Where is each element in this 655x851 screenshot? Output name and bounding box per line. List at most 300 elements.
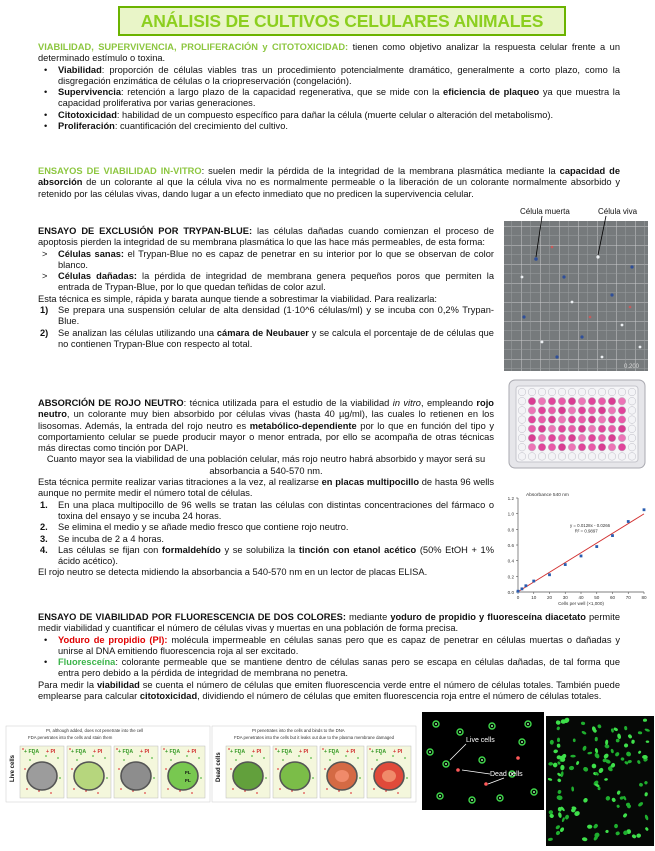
x-tick-label: 0 [516,595,520,600]
step-number: 2. [40,522,48,533]
green-cell [617,733,622,739]
procedure-steps [38,500,494,568]
paragraph-text: , empleando [420,398,477,408]
section-heading: ENSAYO DE VIABILIDAD POR FLUORESCENCIA DE DOS COLORES: [38,612,346,622]
section-intro [38,42,620,65]
dye-dot [144,792,146,794]
live-cell-core [471,799,473,801]
paragraph-text: , un colorante muy bien absorbido por células vivas (hasta 40 µg/ml), las cuales lo retienen en los lisosomas. Además, la entrada del rojo neutro es [38,409,494,431]
dye-dot [57,757,59,759]
plate-well [518,453,526,461]
dye-dot [324,768,326,770]
term: metabólico-dependiente [249,420,357,431]
dye-dot [251,755,253,757]
paragraph [38,612,620,635]
green-cell [560,765,565,771]
plate-well [528,407,536,415]
x-tick-label: 60 [609,595,616,600]
plate-well [558,434,566,442]
plate-well [578,434,586,442]
live-cells-label: Live cells [466,737,495,744]
plate-well [538,397,546,405]
plate-well [538,425,546,433]
paragraph-text: mediante [345,612,391,622]
live-cell-core [445,763,447,765]
step-number: 1. [40,499,48,510]
plate-well [588,453,596,461]
dye-dot [198,757,200,759]
plate-well [548,443,556,451]
plate-well [528,388,536,396]
section-heading: ENSAYOS DE VIABILIDAD IN-VITRO [38,166,202,176]
dye-dot [104,757,106,759]
plate-well [538,453,546,461]
fluorescence-micrograph [422,712,544,810]
dye-dot [230,768,232,770]
green-cell [557,778,562,783]
plate-well [518,443,526,451]
green-cell [582,797,588,803]
green-cells-micrograph-svg [546,716,654,846]
x-tick-label: 20 [546,595,553,600]
paragraph-text: de hasta 96 wells aunque no permite medir el número total de células. [38,477,495,499]
green-cell [557,738,560,743]
section-viability-overview [38,42,620,132]
green-cell [569,766,575,771]
plate-well [518,407,526,415]
term: Fluoresceína [58,657,116,668]
green-cell [576,761,580,766]
plate-well [538,443,546,451]
plate-well [628,434,636,442]
plate-well [608,443,616,451]
dye-dot [371,768,373,770]
diagram-side-label: Dead cells [216,752,222,782]
live-cell-core [435,723,437,725]
term: formaldehído [161,544,221,555]
dye-dot [92,755,94,757]
plate-well [608,425,616,433]
plate-well [588,434,596,442]
dye-dot [73,788,75,790]
green-cell [639,782,644,787]
list-item [38,271,494,294]
definition-list [38,65,620,133]
cell-type-list [38,249,494,294]
plate-well [598,443,606,451]
green-cell [638,731,643,734]
live-cell-core [429,751,431,753]
green-cell [591,763,597,769]
cell-shape [168,762,198,790]
dead-cells-arrow [488,778,504,784]
x-tick-label: 50 [594,595,600,600]
dye-dot [263,757,265,759]
plate-well [628,443,636,451]
plate-well [568,434,576,442]
dye-dot [350,792,352,794]
green-cell [560,771,564,777]
plate-well [618,397,626,405]
plate-well [608,407,616,415]
term: eficiencia de plaqueo [443,87,540,98]
plate-well [588,397,596,405]
green-cell [637,760,641,765]
plate-well [568,416,576,424]
green-cell [557,789,562,794]
plate-well [598,397,606,405]
data-point [643,508,646,511]
step-number: 3. [40,533,48,544]
definition: : retención a largo plazo de la capacidad regenerativa, que se mide con la [121,87,444,98]
plate-well [598,425,606,433]
green-cell [616,804,620,808]
paragraph-text: Esta técnica permite realizar varias titraciones a la vez, al realizarse [38,477,322,488]
step-number: 4. [40,544,48,555]
dye-dot [298,755,300,757]
list-item [38,249,494,272]
x-tick-label: 40 [578,595,584,600]
plate-well [548,416,556,424]
micrograph-scale-text: 0.200 [624,364,640,370]
green-cells-micrograph [546,716,654,846]
green-cell [615,831,620,836]
dye-dot [279,788,281,790]
paragraph-text: Para medir la [38,679,97,690]
absorbance-chart [494,488,652,606]
y-tick-label: 0.2 [507,574,514,580]
green-cell [553,749,558,753]
live-cell-core [491,725,493,727]
paragraph-text: , dividiendo el número de células que emiten fluorescencia roja entre el número de células totales. [197,691,602,702]
list-item [38,500,494,523]
green-cell [643,719,647,722]
term: Citotoxicidad [58,109,117,120]
dye-dot [310,757,312,759]
plate-well [528,397,536,405]
dye-dot [191,792,193,794]
definition: : proporción de células viables tras un procedimiento potencialmente dramático, generalmente a corto plazo, como la disgregación enzimática de células o la criopreservación (congelación). [58,64,620,86]
green-cell [627,734,632,740]
data-point [611,534,614,537]
green-cell [605,830,609,834]
step-text: En una placa multipocillo de 96 wells se tratan las células con distintas concentraciones del fármaco o toxina del ensayo y se incuba 24 horas. [58,499,494,521]
plate-well [608,388,616,396]
plate-well [618,416,626,424]
green-cell [573,738,576,742]
plate-well [558,425,566,433]
paragraph-text: de un colorante al que la célula viva no es normalmente permeable o la liberación de un colorante normalmente absorbido y retenido por las células vivas, dando lugar a un efecto inmediato que no predicen la supervivencia celular. [38,177,620,199]
plate-well [578,453,586,461]
green-cell [555,824,561,830]
plate-well [558,397,566,405]
y-tick-label: 0.0 [507,590,514,595]
dye-dot [120,788,122,790]
step-text: (50% EtOH + 1% ácido acético). [58,544,494,567]
green-cell [548,837,553,841]
x-tick-label: 80 [641,595,647,600]
dye-dot [123,759,125,761]
dye-dot [26,788,28,790]
green-cell [594,752,601,759]
dye-dot [326,788,328,790]
paragraph-text: Esta técnica es simple, rápida y barata aunque tiende a sobrestimar la viabilidad. Para realizarla: [38,293,437,304]
dye-dot [232,788,234,790]
plate-well [618,425,626,433]
plate-well [618,407,626,415]
green-cell [622,813,628,819]
dye-dot [153,777,155,779]
step-text: Se analizan las células utilizando una [58,327,217,338]
pi-label: + PI [346,749,356,755]
plate-well [568,407,576,415]
plate-well [628,425,636,433]
plate-well [528,416,536,424]
dye-list [38,635,620,680]
dye-dot [373,788,375,790]
green-cell [616,739,620,743]
cell-shape [233,762,263,790]
dye-dot [29,759,31,761]
live-cell-core [533,791,535,793]
diagram-side-label: Live cells [10,754,16,782]
plate-well [518,397,526,405]
centered-note: Cuanto mayor sea la viabilidad de una población celular, más rojo neutro habrá absorbido y mayor será su absorbancia a 540-570 nm. [46,454,486,476]
cell-shape [121,762,151,790]
section-two-color-fluorescence [38,612,620,702]
multiwell-plate-figure [508,378,646,470]
fl-label: FL [185,771,191,776]
dye-dot [59,777,61,779]
dye-dot [282,759,284,761]
dye-dot [97,792,99,794]
dead-cell-dot [484,782,488,786]
cell-shape [74,762,104,790]
green-cell [614,824,618,829]
dye-dot [392,755,394,757]
plate-well [618,388,626,396]
x-tick-label: 10 [531,595,537,600]
fda-label: + FDA [24,749,40,755]
plate-well [538,388,546,396]
green-cell [637,801,644,807]
definition: : cuantificación del crecimiento del cultivo. [114,121,288,132]
cell-shape [280,762,310,790]
dye-dot [359,777,361,779]
y-tick-label: 0.4 [507,558,514,564]
plate-well [598,453,606,461]
plate-well [538,416,546,424]
dye-dot [167,788,169,790]
fda-pi-diagram-svg [4,724,418,804]
paragraph [38,398,494,454]
list-item [38,110,620,121]
dye-dot [277,768,279,770]
term: Supervivencia [58,87,122,98]
dead-cells-arrow [462,770,490,774]
green-cell [636,833,642,838]
green-cell [552,762,558,768]
dye-dot [345,755,347,757]
live-cell-core [527,723,529,725]
plate-well [518,388,526,396]
plate-well [568,453,576,461]
list-item [38,545,494,568]
dye-dot [376,759,378,761]
green-cell [587,751,592,754]
green-cell [564,814,569,820]
green-cell [582,766,589,772]
paragraph-text: se cuenta el número de células que emiten fluorescencia verde entre el número de células totales. También puede emplearse para calcular [38,679,621,702]
step-text: y se solubiliza la [220,544,299,555]
diagram-caption: PI penetrates into the cells and binds to the DNA [252,728,345,733]
plate-well [598,416,606,424]
dye-dot [106,777,108,779]
pi-label: + PI [393,749,403,755]
plate-well [588,443,596,451]
green-cell [614,751,620,757]
plate-well [608,434,616,442]
live-cell-core [499,797,501,799]
dye-dot [357,757,359,759]
diagram-caption: FDA penetrates into the cells and stain them [28,735,113,740]
term: Células dañadas: [58,271,137,282]
paragraph [38,680,620,703]
data-point [580,555,583,558]
green-cell [631,739,635,744]
data-point [532,580,535,583]
green-cell [646,740,650,743]
plate-well [558,388,566,396]
plate-well [528,425,536,433]
list-item [38,305,494,328]
green-cell [610,749,614,754]
plate-well [558,443,566,451]
diagram-caption: PI, although added, does not penetrate into the cell [46,728,144,733]
plate-well [568,443,576,451]
data-point [524,584,527,587]
dye-dot [200,777,202,779]
green-cell [625,751,632,758]
plate-well [558,407,566,415]
dye-dot [45,755,47,757]
dye-dot [397,792,399,794]
green-cell [605,739,609,745]
plate-well [518,425,526,433]
plate-well [578,397,586,405]
term: tinción con etanol acético [298,544,417,555]
paragraph-text: : técnica utilizada para el estudio de la viabilidad [183,398,393,408]
step-number: 1) [40,305,49,316]
dye-dot [76,759,78,761]
neubauer-grid-image [502,207,650,373]
term: cámara de Neubauer [216,327,309,338]
intro-text: las células dañadas cuando comienzan el proceso de apoptosis pierden la integridad de su membrana plasmática lo que las hace más permeables, de esta forma: [38,226,494,248]
green-cell [638,750,642,754]
chart-title: Absorbance 540 nm [526,493,569,498]
green-cell [587,825,592,829]
plate-well [608,453,616,461]
list-item [38,635,620,658]
cell-shape [27,762,57,790]
plate-well [558,453,566,461]
term: yoduro de propidio y fluoresceína diacetato [390,612,586,622]
green-cell [556,795,563,801]
step-text: Se elimina el medio y se añade medio fresco que contiene rojo neutro. [58,522,349,533]
plate-well [548,407,556,415]
term: capacidad de absorción [38,166,620,188]
green-cell [598,787,601,791]
fluorescence-micrograph-svg [422,712,544,810]
fda-label: + FDA [324,749,340,755]
dye-dot [151,757,153,759]
dye-dot [165,768,167,770]
plate-well [598,388,606,396]
plate-well [588,407,596,415]
green-cell [570,755,575,758]
plate-well [578,443,586,451]
section-heading: VIABILIDAD, SUPERVIVENCIA, PROLIFERACIÓN y CITOTOXICIDAD: [38,42,349,52]
plate-well [578,425,586,433]
plate-well [618,453,626,461]
y-tick-label: 1.2 [507,496,514,501]
dead-cell-dot [456,768,460,772]
intro-text: tienen como objetivo analizar la respuesta celular frente a un determinado estímulo o toxina. [38,42,621,64]
fda-label: + FDA [71,749,87,755]
dead-cells-label: Dead cells [490,771,523,778]
plate-well [548,434,556,442]
plate-well [628,453,636,461]
procedure-steps [38,305,494,350]
plate-well [628,416,636,424]
green-cell [595,737,598,742]
term: citotoxicidad [139,691,198,702]
green-cell [645,827,650,832]
dye-dot [118,768,120,770]
y-tick-label: 1.0 [507,511,514,517]
data-point [521,587,524,590]
live-cell-core [439,795,441,797]
pi-label: + PI [140,749,150,755]
pi-label: + PI [299,749,309,755]
live-cells-arrow [450,744,466,760]
fda-label: + FDA [371,749,387,755]
definition: molécula impermeable en células sanas pero que es capaz de penetrar en células muertas o dañadas y unirse al DNA emitiendo fluorescencia roja al ser excitado. [58,634,621,656]
list-item [38,534,494,545]
green-cell [582,837,588,842]
dye-dot [24,768,26,770]
plate-well [568,425,576,433]
green-cell [644,792,648,797]
dye-dot [235,759,237,761]
data-point [564,563,567,566]
term: en placas multipocillo [321,477,420,488]
paragraph-text: : suelen medir la pérdida de la integridad de la membrana plasmática mediante la [201,166,560,176]
plate-well [578,416,586,424]
green-cell [644,728,650,732]
green-cell [597,724,602,729]
green-cell [603,753,610,760]
plate-well [548,397,556,405]
plate-well [558,416,566,424]
dye-dot [329,759,331,761]
green-cell [550,740,554,745]
step-text: Se incuba de 2 a 4 horas. [58,533,164,544]
paragraph-text: El rojo neutro se detecta midiendo la absorbancia a 540-570 nm en un lector de placas ELISA. [38,567,428,578]
plate-well [628,397,636,405]
fit-equation: y = 0.0128x - 0.0266 [569,522,611,528]
dye-dot [406,777,408,779]
